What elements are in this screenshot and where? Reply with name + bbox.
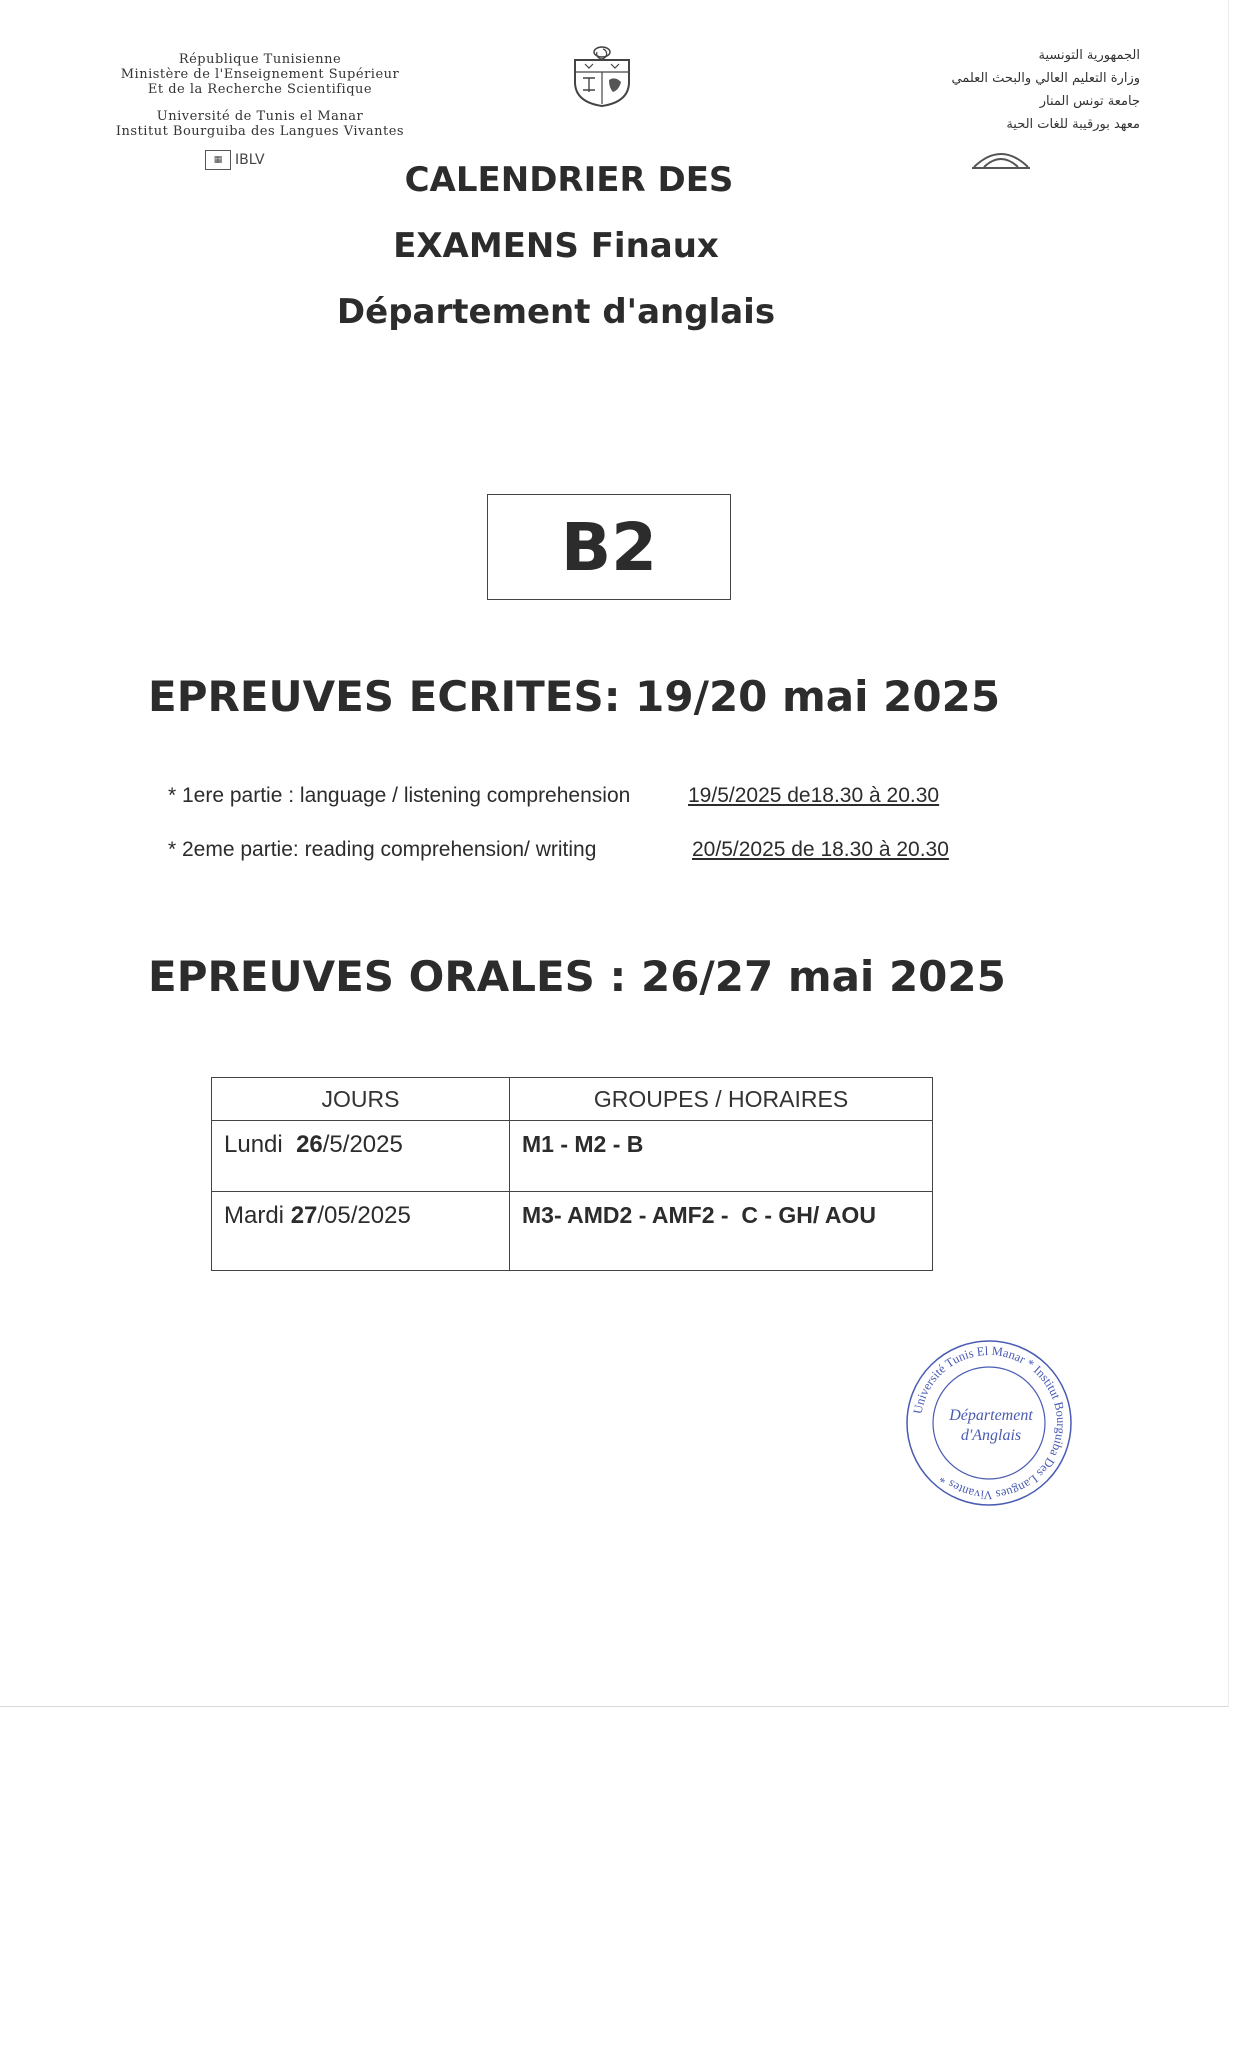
table-row bbox=[212, 1192, 933, 1271]
header-right-line: الجمهورية التونسية bbox=[1038, 48, 1140, 63]
header-right-arabic bbox=[780, 44, 1140, 136]
header-left-line: Institut Bourguiba des Langues Vivantes bbox=[115, 124, 405, 139]
written-part-date: 19/5/2025 de18.30 à 20.30 bbox=[688, 784, 940, 807]
stamp-center-line-2: d'Anglais bbox=[960, 1427, 1022, 1444]
iblv-logo-icon: ▦ bbox=[205, 150, 231, 170]
tunisia-coat-of-arms-icon bbox=[567, 44, 637, 108]
header-left-line: République Tunisienne bbox=[178, 52, 342, 67]
day-number: 26 bbox=[296, 1131, 323, 1158]
table-header-row bbox=[212, 1078, 933, 1121]
column-header-groups: GROUPES / HORAIRES bbox=[510, 1078, 933, 1121]
written-part-2 bbox=[168, 838, 949, 862]
header-right-line: جامعة تونس المنار bbox=[1039, 94, 1140, 109]
day-cell bbox=[212, 1121, 510, 1192]
header-left-line: Ministère de l'Enseignement Supérieur bbox=[120, 67, 400, 82]
written-part-date: 20/5/2025 de 18.30 à 20.30 bbox=[692, 838, 949, 861]
written-part-label: * 2eme partie: reading comprehension/ writing bbox=[168, 838, 597, 861]
day-name: Mardi bbox=[224, 1202, 291, 1229]
day-name: Lundi bbox=[224, 1131, 297, 1158]
oral-schedule-table bbox=[211, 1077, 933, 1271]
header-right-line: وزارة التعليم العالي والبحث العلمي bbox=[951, 71, 1140, 86]
header-left-institution bbox=[60, 52, 460, 139]
written-part-1 bbox=[168, 784, 940, 808]
stamp-center-line-1: Département bbox=[949, 1407, 1033, 1424]
level-badge: B2 bbox=[487, 494, 731, 600]
header-right-line: معهد بورقيبة للغات الحية bbox=[1006, 117, 1140, 132]
table-row bbox=[212, 1121, 933, 1192]
header-left-line: Et de la Recherche Scientifique bbox=[147, 82, 373, 97]
day-cell bbox=[212, 1192, 510, 1271]
oral-exams-heading: EPREUVES ORALES : 26/27 mai 2025 bbox=[148, 952, 1006, 1001]
groups-cell: M3- AMD2 - AMF2 - C - GH/ AOU bbox=[510, 1192, 933, 1271]
written-part-label: * 1ere partie : language / listening comprehension bbox=[168, 784, 631, 807]
title-line-2: EXAMENS Finaux bbox=[393, 226, 719, 266]
iblv-logo-label: IBLV bbox=[235, 152, 265, 168]
stamp-ring-text: Université Tunis El Manar * Institut Bourguiba Des Langues Vivantes * bbox=[910, 1343, 1069, 1503]
written-exams-heading: EPREUVES ECRITES: 19/20 mai 2025 bbox=[148, 672, 1001, 721]
title-line-3: Département d'anglais bbox=[336, 292, 776, 332]
column-header-days: JOURS bbox=[212, 1078, 510, 1121]
groups-cell: M1 - M2 - B bbox=[510, 1121, 933, 1192]
day-month-year: /05/2025 bbox=[317, 1202, 411, 1229]
title-line-1: CALENDRIER DES bbox=[404, 160, 734, 200]
day-number: 27 bbox=[290, 1202, 318, 1229]
day-month-year: /5/2025 bbox=[322, 1131, 403, 1158]
header-left-line: Université de Tunis el Manar bbox=[156, 109, 364, 124]
department-stamp bbox=[899, 1338, 1079, 1508]
